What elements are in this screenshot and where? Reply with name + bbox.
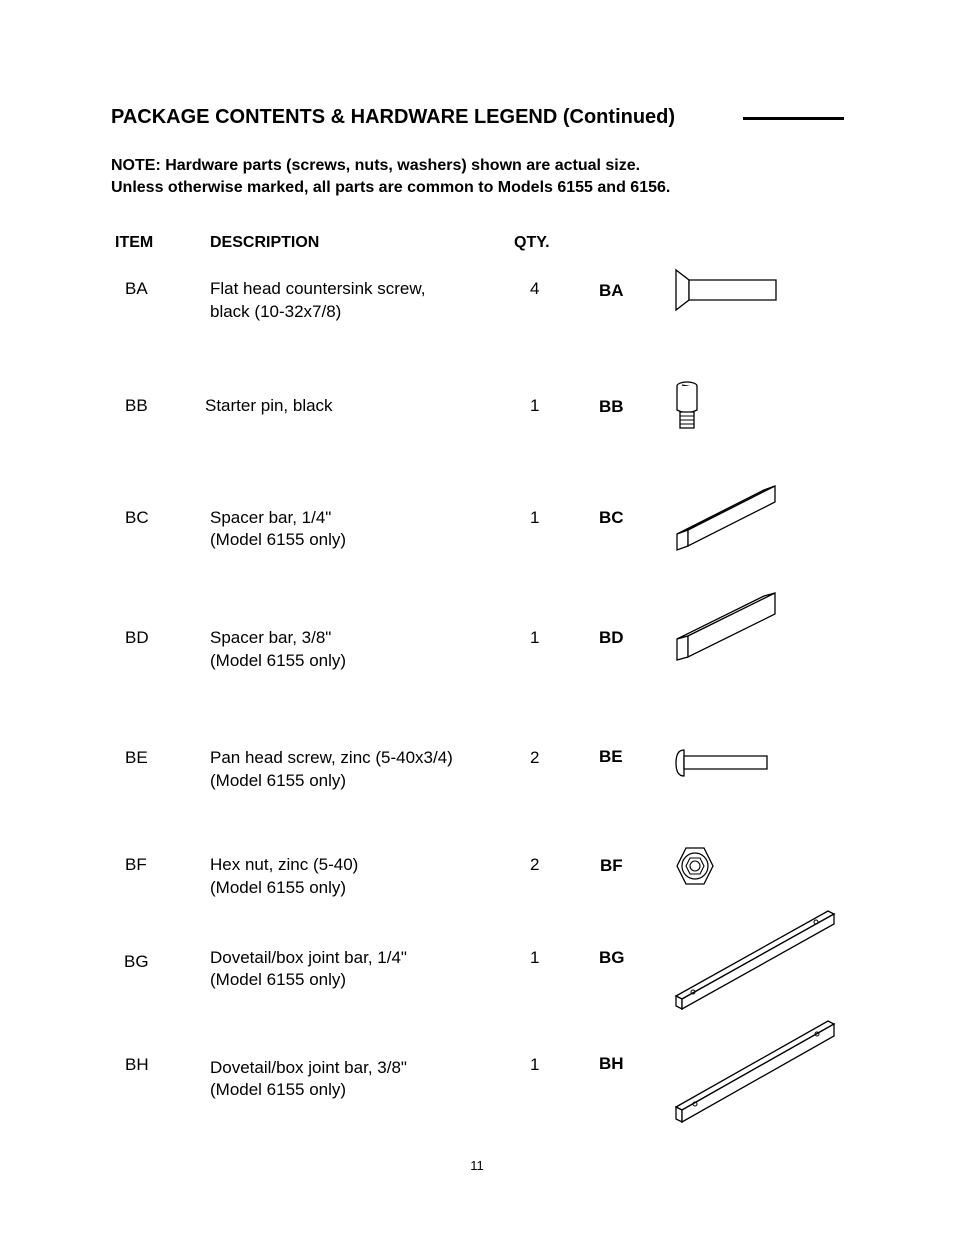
joint-bar-icon (673, 1018, 837, 1124)
flat-head-screw-icon (674, 268, 778, 312)
item-quantity: 1 (530, 1055, 540, 1074)
note-line-2: Unless otherwise marked, all parts are common to Models 6155 and 6156. (111, 179, 671, 196)
spacer-bar-icon (674, 591, 778, 663)
item-description-line-1: Spacer bar, 3/8" (210, 628, 332, 647)
item-code: BD (125, 628, 149, 647)
page-heading: PACKAGE CONTENTS & HARDWARE LEGEND (Continued) (111, 106, 676, 128)
part-label: BA (599, 281, 624, 300)
hex-nut-icon (676, 846, 714, 886)
joint-bar-icon (673, 908, 837, 1012)
column-header-item: ITEM (115, 234, 154, 251)
item-code: BB (125, 396, 148, 415)
item-description-line-2: (Model 6155 only) (210, 771, 347, 790)
part-label: BD (599, 628, 624, 647)
item-quantity: 1 (530, 948, 540, 967)
item-description-line-1: Hex nut, zinc (5-40) (210, 855, 359, 874)
heading-rule (743, 117, 844, 120)
item-quantity: 2 (530, 748, 540, 767)
item-quantity: 1 (530, 396, 540, 415)
item-description-line-2: (Model 6155 only) (210, 970, 347, 989)
item-code: BF (125, 855, 147, 874)
item-description-line-1: Dovetail/box joint bar, 1/4" (210, 948, 407, 967)
item-description-line-1: Dovetail/box joint bar, 3/8" (210, 1058, 407, 1077)
item-quantity: 1 (530, 508, 540, 527)
item-code: BC (125, 508, 149, 527)
item-description-line-2: (Model 6155 only) (210, 530, 347, 549)
part-label: BG (599, 948, 625, 967)
spacer-bar-icon (674, 484, 778, 552)
item-description-line-2: (Model 6155 only) (210, 651, 347, 670)
item-quantity: 4 (530, 279, 540, 298)
starter-pin-icon (674, 380, 700, 432)
item-description-line-2: black (10-32x7/8) (210, 302, 342, 321)
item-description-line-1: Flat head countersink screw, (210, 279, 426, 298)
pan-head-screw-icon (674, 748, 770, 778)
item-code: BE (125, 748, 148, 767)
part-label: BF (600, 856, 623, 875)
column-header-qty: QTY. (514, 234, 550, 251)
item-description-line-1: Starter pin, black (205, 396, 333, 415)
column-header-description: DESCRIPTION (210, 234, 320, 251)
item-description-line-1: Pan head screw, zinc (5-40x3/4) (210, 748, 453, 767)
item-description-line-1: Spacer bar, 1/4" (210, 508, 332, 527)
item-quantity: 2 (530, 855, 540, 874)
part-label: BB (599, 397, 624, 416)
item-quantity: 1 (530, 628, 540, 647)
page-number: 11 (470, 1158, 484, 1173)
part-label: BE (599, 747, 623, 766)
note-line-1: NOTE: Hardware parts (screws, nuts, washers) shown are actual size. (111, 157, 641, 174)
item-description-line-2: (Model 6155 only) (210, 1080, 347, 1099)
part-label: BH (599, 1054, 624, 1073)
item-description-line-2: (Model 6155 only) (210, 878, 347, 897)
item-code: BA (125, 279, 148, 298)
part-label: BC (599, 508, 624, 527)
item-code: BH (125, 1055, 149, 1074)
item-code: BG (124, 952, 149, 971)
